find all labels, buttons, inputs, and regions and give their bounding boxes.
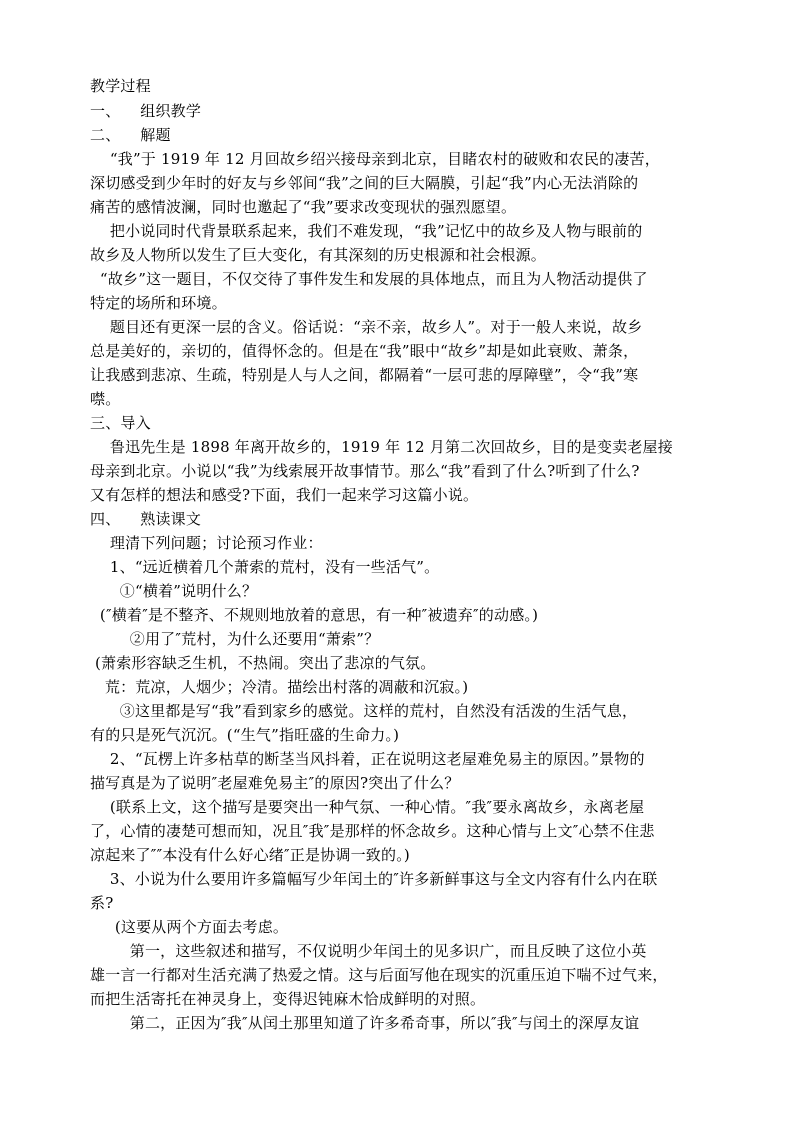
- question-line: 描写真是为了说明″老屋难免易主″的原因?突出了什么？: [90, 774, 460, 792]
- paragraph-line: 故乡及人物所以发生了巨大变化，有其深刻的历史根源和社会根源。: [90, 246, 547, 264]
- answer-line: (萧索形容缺乏生机，不热闹。突出了悲凉的气氛。: [90, 654, 436, 672]
- answer-line: ③这里都是写“我”看到家乡的感觉。这样的荒村，自然没有活泼的生活气息，: [90, 702, 638, 720]
- paragraph-line: 理清下列问题；讨论预习作业：: [90, 534, 323, 552]
- paragraph-line: 特定的场所和环境。: [90, 294, 227, 312]
- question-line: ②用了″荒村，为什么还要用“萧索”？: [90, 630, 380, 648]
- question-line: ①“横着”说明什么？: [90, 582, 258, 600]
- answer-line: 凉起来了″″本没有什么好心绪″正是协调一致的。): [90, 846, 410, 864]
- answer-line: 雄一言一行都对生活充满了热爱之情。这与后面写他在现实的沉重压迫下喘不过气来，: [90, 966, 668, 984]
- paragraph-line: 题目还有更深一层的含义。俗话说：“亲不亲，故乡人”。对于一般人来说，故乡: [90, 318, 643, 336]
- paragraph-line: 鲁迅先生是 1898 年离开故乡的，1919 年 12 月第二次回故乡，目的是变卖老屋接: [90, 438, 673, 456]
- paragraph-line: 又有怎样的想法和感受?下面，我们一起来学习这篇小说。: [90, 486, 479, 504]
- paragraph-line: 总是美好的，亲切的，值得怀念的。但是在“我”眼中“故乡”却是如此衰败、萧条，: [90, 342, 639, 360]
- question-line: 系?: [90, 894, 114, 912]
- section-heading-read-text: 四、 熟读课文: [90, 510, 202, 528]
- question-line: 1、“远近横着几个萧索的荒村，没有一些活气”。: [90, 558, 440, 576]
- paragraph-line: 母亲到北京。小说以“我”为线索展开故事情节。那么“我”看到了什么?听到了什么?: [90, 462, 640, 480]
- paragraph-line: 噤。: [90, 390, 121, 408]
- section-heading-title-explain: 二、 解题: [90, 126, 171, 144]
- question-line: 3、小说为什么要用许多篇幅写少年闰土的″许多新鲜事这与全文内容有什么内在联: [90, 870, 658, 888]
- answer-line: 第二，正因为″我″从闰土那里知道了许多希奇事，所以″我″与闰土的深厚友谊: [90, 1014, 640, 1032]
- paragraph-line: 痛苦的感情波澜，同时也邀起了“我”要求改变现状的强烈愿望。: [90, 198, 517, 216]
- answer-line: 而把生活寄托在神灵身上，变得迟钝麻木恰成鲜明的对照。: [90, 990, 486, 1008]
- answer-line: 荒：荒凉，人烟少；冷清。描绘出村落的凋蔽和沉寂。): [90, 678, 469, 696]
- paragraph-line: 把小说同时代背景联系起来，我们不难发现，“我”记忆中的故乡及人物与眼前的: [90, 222, 643, 240]
- paragraph-line: 让我感到悲凉、生疏，特别是人与人之间，都隔着“一层可悲的厚障壁”，令“我”寒: [90, 366, 639, 384]
- paragraph-line: “故乡”这一题目，不仅交待了事件发生和发展的具体地点，而且为人物活动提供了: [90, 270, 648, 288]
- answer-line: (联系上文，这个描写是要突出一种气氛、一种心情。″我″要永离故乡，永离老屋: [90, 798, 645, 816]
- answer-line: 有的只是死气沉沉。(“生气”指旺盛的生命力。): [90, 726, 400, 744]
- answer-line: 第一，这些叙述和描写，不仅说明少年闰土的见多识广，而且反映了这位小英: [90, 942, 647, 960]
- answer-line: (″横着″是不整齐、不规则地放着的意思，有一种″被遗弃″的动感。): [90, 606, 539, 624]
- question-line: 2、“瓦楞上许多枯草的断茎当风抖着，正在说明这老屋难免易主的原因。”景物的: [90, 750, 645, 768]
- paragraph-line: 深切感受到少年时的好友与乡邻间“我”之间的巨大隔膜，引起“我”内心无法消除的: [90, 174, 639, 192]
- paragraph-line: “我”于 1919 年 12 月回故乡绍兴接母亲到北京，目睹农村的破败和农民的凄苦，: [90, 150, 660, 168]
- section-heading-organize: 一、 组织教学: [90, 102, 202, 120]
- heading-teaching-process: 教学过程: [90, 77, 151, 95]
- section-heading-introduction: 三、导入: [90, 414, 151, 432]
- answer-line: 了，心情的凄楚可想而知，况且″我″是那样的怀念故乡。这种心情与上文″心禁不住悲: [90, 822, 655, 840]
- answer-line: (这要从两个方面去考虑。: [90, 918, 289, 936]
